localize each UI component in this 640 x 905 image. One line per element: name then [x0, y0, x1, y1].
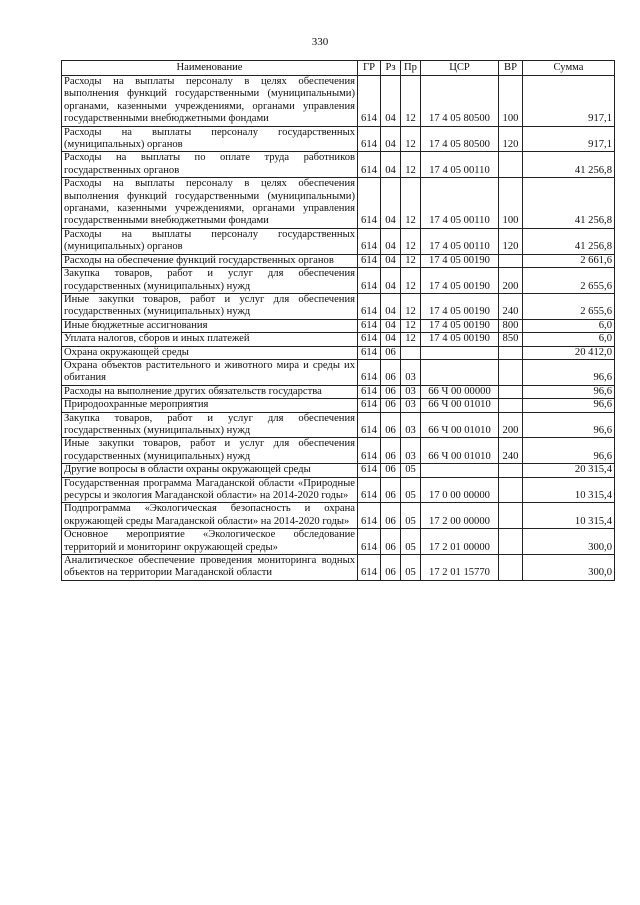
header-pr: Пр	[401, 61, 421, 76]
cell-csr: 17 4 05 00190	[421, 293, 499, 319]
header-vr: ВР	[499, 61, 523, 76]
cell-pr: 05	[401, 477, 421, 503]
cell-gr: 614	[358, 178, 381, 229]
cell-csr: 17 4 05 00190	[421, 333, 499, 346]
cell-vr	[499, 359, 523, 385]
cell-gr: 614	[358, 359, 381, 385]
cell-name: Иные бюджетные ассигнования	[62, 319, 358, 332]
cell-gr: 614	[358, 293, 381, 319]
cell-rz: 06	[381, 399, 401, 412]
cell-gr: 614	[358, 438, 381, 464]
cell-vr	[499, 254, 523, 267]
table-row	[62, 385, 615, 398]
cell-sum: 10 315,4	[523, 503, 615, 529]
cell-pr	[401, 346, 421, 359]
cell-vr: 100	[499, 76, 523, 127]
cell-sum: 20 412,0	[523, 346, 615, 359]
header-sum: Сумма	[523, 61, 615, 76]
cell-sum: 2 655,6	[523, 293, 615, 319]
cell-csr: 17 4 05 00110	[421, 152, 499, 178]
cell-name: Другие вопросы в области охраны окружающей среды	[62, 464, 358, 477]
header-gr: ГР	[358, 61, 381, 76]
cell-vr: 850	[499, 333, 523, 346]
cell-vr: 800	[499, 319, 523, 332]
table-row	[62, 399, 615, 412]
budget-table	[61, 60, 615, 581]
cell-name: Расходы на выплаты персоналу государственных (муниципальных) органов	[62, 126, 358, 152]
cell-pr: 03	[401, 412, 421, 438]
cell-sum: 300,0	[523, 529, 615, 555]
cell-rz: 04	[381, 152, 401, 178]
cell-rz: 06	[381, 385, 401, 398]
cell-csr: 66 Ч 00 00000	[421, 385, 499, 398]
cell-name: Аналитическое обеспечение проведения мониторинга водных объектов на территории Магаданской области	[62, 555, 358, 581]
cell-sum: 41 256,8	[523, 228, 615, 254]
cell-gr: 614	[358, 254, 381, 267]
cell-name: Иные закупки товаров, работ и услуг для обеспечения государственных (муниципальных) нужд	[62, 293, 358, 319]
cell-vr: 240	[499, 293, 523, 319]
cell-gr: 614	[358, 319, 381, 332]
cell-vr: 100	[499, 178, 523, 229]
cell-sum: 96,6	[523, 412, 615, 438]
cell-sum: 917,1	[523, 76, 615, 127]
cell-vr: 120	[499, 228, 523, 254]
cell-sum: 10 315,4	[523, 477, 615, 503]
table-row	[62, 464, 615, 477]
cell-name: Иные закупки товаров, работ и услуг для обеспечения государственных (муниципальных) нужд	[62, 438, 358, 464]
cell-rz: 06	[381, 555, 401, 581]
cell-gr: 614	[358, 152, 381, 178]
cell-rz: 06	[381, 438, 401, 464]
cell-rz: 04	[381, 76, 401, 127]
cell-sum: 96,6	[523, 399, 615, 412]
cell-gr: 614	[358, 76, 381, 127]
cell-csr: 66 Ч 00 01010	[421, 438, 499, 464]
cell-pr: 05	[401, 464, 421, 477]
cell-vr	[499, 503, 523, 529]
cell-name: Расходы на выплаты персоналу в целях обеспечения выполнения функций государственными (муниципальными) органами, казенными учреждениями, органами управления государственными внебюджетными фондами	[62, 76, 358, 127]
cell-csr: 17 4 05 00110	[421, 228, 499, 254]
cell-gr: 614	[358, 399, 381, 412]
table-row	[62, 529, 615, 555]
header-name: Наименование	[62, 61, 358, 76]
cell-rz: 06	[381, 412, 401, 438]
cell-csr: 66 Ч 00 01010	[421, 399, 499, 412]
cell-sum: 917,1	[523, 126, 615, 152]
cell-gr: 614	[358, 228, 381, 254]
cell-pr: 12	[401, 76, 421, 127]
cell-name: Государственная программа Магаданской области «Природные ресурсы и экология Магаданской области» на 2014-2020 годы»	[62, 477, 358, 503]
cell-rz: 04	[381, 126, 401, 152]
cell-vr: 200	[499, 412, 523, 438]
cell-sum: 20 315,4	[523, 464, 615, 477]
table-row	[62, 268, 615, 294]
cell-rz: 04	[381, 333, 401, 346]
cell-name: Закупка товаров, работ и услуг для обеспечения государственных (муниципальных) нужд	[62, 412, 358, 438]
cell-gr: 614	[358, 412, 381, 438]
cell-sum: 2 661,6	[523, 254, 615, 267]
cell-pr: 12	[401, 254, 421, 267]
cell-rz: 06	[381, 529, 401, 555]
cell-vr	[499, 399, 523, 412]
table-row	[62, 333, 615, 346]
cell-pr: 03	[401, 385, 421, 398]
cell-rz: 06	[381, 346, 401, 359]
table-row	[62, 178, 615, 229]
cell-sum: 96,6	[523, 438, 615, 464]
cell-csr: 17 4 05 00190	[421, 268, 499, 294]
cell-rz: 06	[381, 477, 401, 503]
cell-rz: 06	[381, 359, 401, 385]
cell-sum: 300,0	[523, 555, 615, 581]
cell-pr: 12	[401, 126, 421, 152]
cell-gr: 614	[358, 385, 381, 398]
cell-vr	[499, 529, 523, 555]
cell-pr: 05	[401, 503, 421, 529]
cell-sum: 96,6	[523, 359, 615, 385]
cell-csr: 17 4 05 00190	[421, 319, 499, 332]
cell-csr: 17 2 01 15770	[421, 555, 499, 581]
cell-csr: 17 2 01 00000	[421, 529, 499, 555]
cell-vr	[499, 555, 523, 581]
cell-pr: 12	[401, 319, 421, 332]
cell-csr	[421, 464, 499, 477]
cell-vr: 200	[499, 268, 523, 294]
table-row	[62, 477, 615, 503]
cell-name: Природоохранные мероприятия	[62, 399, 358, 412]
cell-vr: 120	[499, 126, 523, 152]
table-row	[62, 293, 615, 319]
cell-csr	[421, 346, 499, 359]
cell-csr: 17 4 05 00110	[421, 178, 499, 229]
cell-csr	[421, 359, 499, 385]
cell-pr: 03	[401, 359, 421, 385]
cell-sum: 41 256,8	[523, 178, 615, 229]
cell-csr: 17 4 05 00190	[421, 254, 499, 267]
cell-rz: 04	[381, 293, 401, 319]
cell-gr: 614	[358, 503, 381, 529]
cell-sum: 2 655,6	[523, 268, 615, 294]
cell-gr: 614	[358, 333, 381, 346]
cell-gr: 614	[358, 529, 381, 555]
page-number: 330	[311, 36, 329, 48]
cell-gr: 614	[358, 477, 381, 503]
cell-vr	[499, 464, 523, 477]
cell-gr: 614	[358, 555, 381, 581]
cell-gr: 614	[358, 268, 381, 294]
cell-pr: 12	[401, 293, 421, 319]
cell-pr: 12	[401, 228, 421, 254]
cell-name: Уплата налогов, сборов и иных платежей	[62, 333, 358, 346]
cell-name: Расходы на выплаты персоналу государственных (муниципальных) органов	[62, 228, 358, 254]
table-row	[62, 555, 615, 581]
cell-pr: 03	[401, 399, 421, 412]
cell-sum: 96,6	[523, 385, 615, 398]
cell-pr: 03	[401, 438, 421, 464]
cell-pr: 12	[401, 152, 421, 178]
cell-sum: 6,0	[523, 333, 615, 346]
header-csr: ЦСР	[421, 61, 499, 76]
table-row	[62, 228, 615, 254]
cell-rz: 04	[381, 178, 401, 229]
cell-pr: 12	[401, 268, 421, 294]
cell-csr: 17 0 00 00000	[421, 477, 499, 503]
cell-name: Основное мероприятие «Экологическое обследование территорий и мониторинг окружающей среды»	[62, 529, 358, 555]
cell-vr	[499, 346, 523, 359]
table-row	[62, 503, 615, 529]
table-header-row	[62, 61, 615, 76]
cell-rz: 04	[381, 268, 401, 294]
cell-name: Закупка товаров, работ и услуг для обеспечения государственных (муниципальных) нужд	[62, 268, 358, 294]
table-row	[62, 359, 615, 385]
cell-vr	[499, 477, 523, 503]
table-row	[62, 346, 615, 359]
cell-pr: 12	[401, 333, 421, 346]
cell-gr: 614	[358, 464, 381, 477]
cell-rz: 04	[381, 228, 401, 254]
cell-name: Расходы на обеспечение функций государственных органов	[62, 254, 358, 267]
cell-name: Расходы на выплаты по оплате труда работников государственных органов	[62, 152, 358, 178]
cell-csr: 66 Ч 00 01010	[421, 412, 499, 438]
table-row	[62, 152, 615, 178]
cell-sum: 6,0	[523, 319, 615, 332]
cell-pr: 05	[401, 555, 421, 581]
cell-pr: 12	[401, 178, 421, 229]
cell-vr: 240	[499, 438, 523, 464]
cell-name: Подпрограмма «Экологическая безопасность и охрана окружающей среды Магаданской области» на 2014-2020 годы»	[62, 503, 358, 529]
table-row	[62, 76, 615, 127]
cell-name: Расходы на выполнение других обязательств государства	[62, 385, 358, 398]
cell-name: Охрана окружающей среды	[62, 346, 358, 359]
cell-gr: 614	[358, 126, 381, 152]
table-row	[62, 438, 615, 464]
cell-rz: 06	[381, 503, 401, 529]
cell-vr	[499, 385, 523, 398]
cell-pr: 05	[401, 529, 421, 555]
table-row	[62, 254, 615, 267]
table-row	[62, 412, 615, 438]
cell-name: Расходы на выплаты персоналу в целях обеспечения выполнения функций государственными (муниципальными) органами, казенными учреждениями, органами управления государственными внебюджетными фондами	[62, 178, 358, 229]
cell-rz: 04	[381, 254, 401, 267]
cell-rz: 06	[381, 464, 401, 477]
cell-csr: 17 2 00 00000	[421, 503, 499, 529]
header-rz: Рз	[381, 61, 401, 76]
cell-rz: 04	[381, 319, 401, 332]
cell-name: Охрана объектов растительного и животного мира и среды их обитания	[62, 359, 358, 385]
cell-sum: 41 256,8	[523, 152, 615, 178]
cell-vr	[499, 152, 523, 178]
table-row	[62, 126, 615, 152]
cell-csr: 17 4 05 80500	[421, 126, 499, 152]
table-row	[62, 319, 615, 332]
cell-gr: 614	[358, 346, 381, 359]
cell-csr: 17 4 05 80500	[421, 76, 499, 127]
